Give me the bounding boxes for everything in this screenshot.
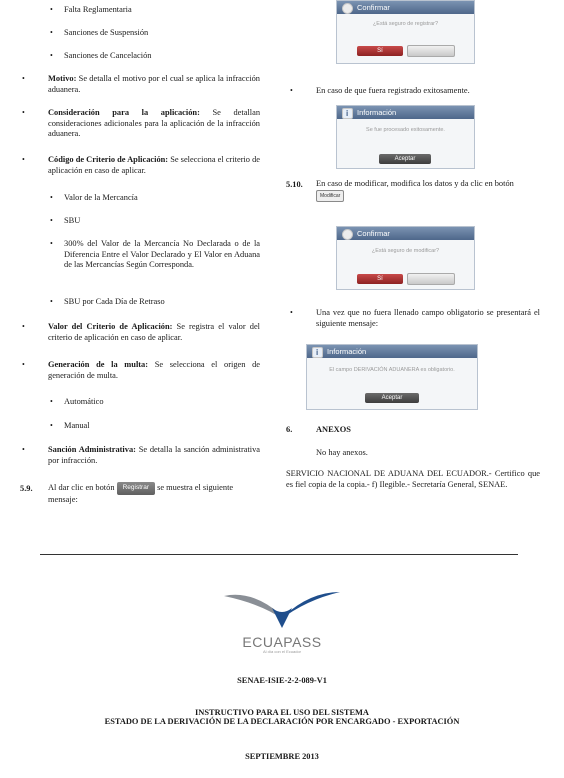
paragraph-registrado: En caso de que fuera registrado exitosamente. (316, 86, 470, 95)
logo-tagline: Al día con el Ecuador (262, 649, 302, 654)
bullet: • (290, 86, 293, 95)
paragraph-consideracion: Consideración para la aplicación: Se detallan consideraciones adicionales para la aplicación de la infracción aduanera. (48, 108, 261, 138)
dialog-message: El campo DERIVACIÓN ADUANERA es obligatorio. (329, 367, 455, 373)
ecuapass-logo (222, 586, 342, 652)
dialog-message: ¿Está seguro de modificar? (371, 248, 440, 254)
list-item: Manual (64, 421, 90, 430)
registrar-button-image: Registrar (117, 482, 155, 495)
bullet: • (50, 51, 53, 60)
dialog-header: Confirmar (337, 1, 474, 14)
paragraph-obligatorio: Una vez que no fuera llenado campo obligatorio se presentará el siguiente mensaje: (316, 308, 540, 328)
confirm-dialog-registrar (336, 0, 475, 64)
bullet: • (22, 108, 25, 117)
bullet: • (22, 74, 25, 83)
bullet: • (50, 193, 53, 202)
list-item: Sanciones de Suspensión (64, 28, 149, 37)
list-item: Falta Reglamentaria (64, 5, 132, 14)
bullet: • (50, 28, 53, 37)
paragraph-generacion: Generación de la multa: Se selecciona el origen de generación de multa. (48, 360, 260, 380)
info-dialog-registrado (336, 105, 475, 169)
document-title-line2: ESTADO DE LA DERIVACIÓN DE LA DECLARACIÓN POR ENCARGADO - EXPORTACIÓN (104, 717, 460, 726)
accept-button[interactable]: Aceptar (365, 393, 419, 403)
bullet: • (50, 297, 53, 306)
step-paragraph: Al dar clic en botón Registrar se muestra el siguiente mensaje: (48, 483, 234, 504)
dialog-message: ¿Está seguro de registrar? (372, 21, 439, 27)
list-item: Valor de la Mercancía (64, 193, 138, 202)
bullet: • (50, 239, 53, 248)
paragraph-sancion: Sanción Administrativa: Se detalla la sanción administrativa por infracción. (48, 445, 261, 465)
section-number: 6. (286, 425, 293, 434)
bullet: • (22, 360, 25, 369)
bullet: • (50, 5, 53, 14)
certification-paragraph: SERVICIO NACIONAL DE ADUANA DEL ECUADOR.- Certifico que es fiel copia de la copia.- f) Ilegible.- Secretaría General, SENAE. (286, 469, 540, 489)
list-item: Sanciones de Cancelación (64, 51, 152, 60)
bullet: • (50, 397, 53, 406)
info-icon (312, 347, 323, 358)
accept-button[interactable]: Aceptar (379, 154, 431, 164)
logo-wordmark: ECUAPASS (242, 634, 322, 650)
paragraph-motivo: Motivo: Se detalla el motivo por el cual se aplica la infracción aduanera. (48, 74, 260, 94)
step-number: 5.10. (286, 180, 303, 189)
info-icon (342, 108, 353, 119)
list-item: Automático (64, 397, 104, 406)
yes-button[interactable]: Sí (357, 46, 403, 56)
no-button[interactable] (407, 45, 455, 57)
dialog-header: Confirmar (337, 227, 474, 240)
dialog-header: i Información (337, 106, 474, 119)
document-title-line1: INSTRUCTIVO PARA EL USO DEL SISTEMA (195, 708, 369, 717)
bullet: • (290, 308, 293, 317)
bullet: • (22, 445, 25, 454)
dialog-header: i Información (307, 345, 477, 358)
anexos-text: No hay anexos. (316, 448, 368, 457)
document-code: SENAE-ISIE-2-2-089-V1 (237, 676, 327, 685)
paragraph-valor-criterio: Valor del Criterio de Aplicación: Se registra el valor del criterio de aplicación en caso de aplicar. (48, 322, 260, 342)
no-button[interactable] (407, 273, 455, 285)
step-paragraph: En caso de modificar, modifica los datos y da clic en botón Modificar (316, 179, 540, 202)
list-item: 300% del Valor de la Mercancía No Declarada o de la Diferencia Entre el Valor Declarado y El Valor en Aduana de las Mercancías Según Corresponda. (64, 239, 260, 269)
bullet: • (50, 421, 53, 430)
document-date: SEPTIEMBRE 2013 (245, 752, 319, 761)
yes-button[interactable]: Sí (357, 274, 403, 284)
dialog-message: Se fue procesado exitosamente. (366, 127, 445, 133)
divider (40, 554, 518, 555)
confirm-dialog-modificar (336, 226, 475, 290)
section-title: ANEXOS (316, 425, 351, 434)
bullet: • (22, 155, 25, 164)
question-icon (342, 3, 353, 14)
info-dialog-obligatorio (306, 344, 478, 410)
bullet: • (22, 322, 25, 331)
question-icon (342, 229, 353, 240)
list-item: SBU (64, 216, 81, 225)
step-number: 5.9. (20, 484, 33, 493)
bullet: • (50, 216, 53, 225)
list-item: SBU por Cada Día de Retraso (64, 297, 165, 306)
modificar-button-image: Modificar (316, 190, 344, 203)
paragraph-codigo: Código de Criterio de Aplicación: Se selecciona el criterio de aplicación en caso de aplicar. (48, 155, 261, 175)
